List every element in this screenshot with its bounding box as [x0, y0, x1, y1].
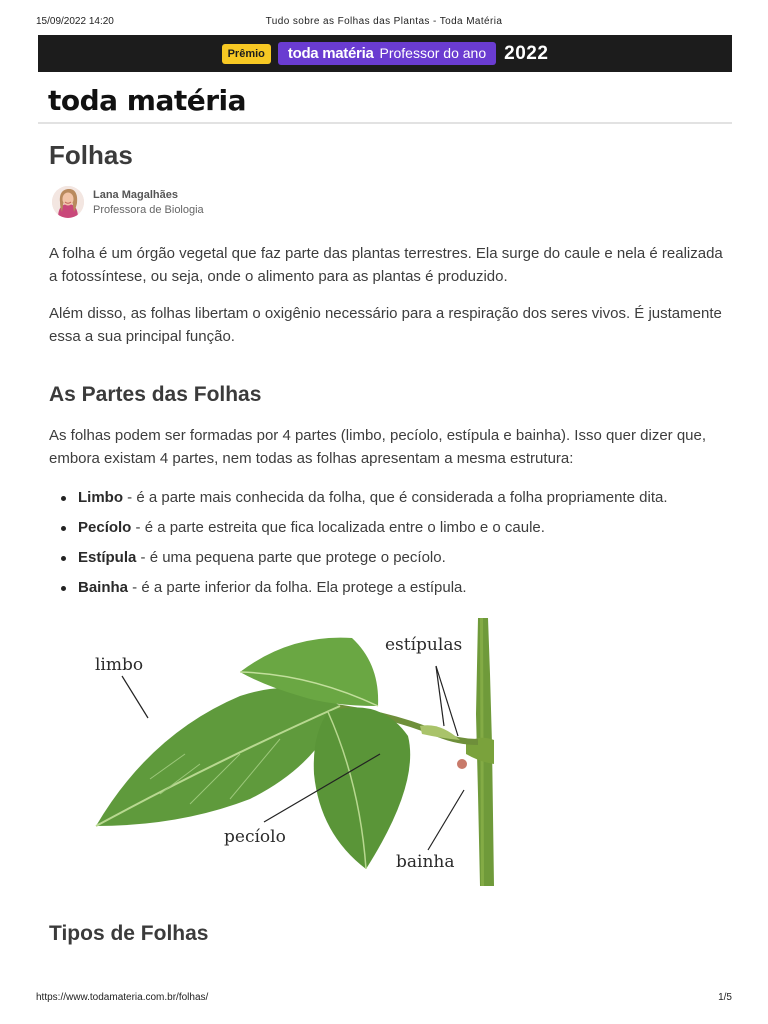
section-heading-wrap [49, 383, 725, 407]
list-item-desc: - é a parte inferior da folha. Ela protege a estípula. [128, 579, 467, 596]
label-peciolo: pecíolo [224, 827, 286, 847]
header-divider [38, 122, 732, 124]
print-header [36, 16, 732, 32]
leaf-illustration [90, 614, 510, 889]
list-item [78, 548, 725, 568]
leaf-diagram [90, 614, 510, 889]
list-item-term: Bainha [78, 579, 129, 596]
section-heading-parts: As Partes das Folhas [49, 383, 262, 406]
section2-heading-wrap [49, 922, 725, 946]
site-logo[interactable]: toda matéria [48, 84, 247, 117]
label-estipulas: estípulas [385, 635, 463, 655]
list-item-term: Limbo [78, 489, 123, 506]
print-doc-title: Tudo sobre as Folhas das Plantas - Toda Matéria [265, 16, 503, 27]
premio-badge: Prêmio [222, 44, 271, 64]
label-bainha: bainha [396, 852, 455, 872]
page-number: 1/5 [718, 992, 732, 1003]
author-role: Professora de Biologia [93, 203, 204, 216]
list-item-term: Pecíolo [78, 519, 132, 536]
intro-paragraph-1-wrap [49, 242, 725, 288]
intro-paragraph: A folha é um órgão vegetal que faz parte das plantas terrestres. Ela surge do caule e nela é realizada a fotossíntese, ou seja, onde o alimento para as plantas é produzido. [49, 245, 723, 285]
print-datetime: 15/09/2022 14:20 [36, 16, 114, 27]
list-item-desc: - é uma pequena parte que protege o pecíolo. [136, 549, 446, 566]
section-text-wrap [49, 424, 725, 470]
list-item [78, 488, 725, 508]
award-banner[interactable] [38, 35, 732, 72]
parts-list [49, 488, 725, 598]
author-name[interactable]: Lana Magalhães [93, 188, 178, 201]
section-text: As folhas podem ser formadas por 4 partes (limbo, pecíolo, estípula e bainha). Isso quer dizer que, embora existam 4 partes, nem todas as folhas apresentam a mesma estrutura: [49, 427, 707, 467]
banner-brand: toda matéria [287, 45, 374, 62]
avatar[interactable] [52, 186, 84, 218]
page-title: Folhas [49, 140, 133, 170]
list-item [78, 578, 725, 598]
list-item-desc: - é a parte mais conhecida da folha, que é considerada a folha propriamente dita. [123, 489, 668, 506]
intro-paragraph: Além disso, as folhas libertam o oxigênio necessário para a respiração dos seres vivos. É justamente essa a sua principal função. [49, 305, 722, 345]
print-footer [36, 992, 732, 1006]
intro-paragraph-2-wrap [49, 302, 725, 348]
author-block[interactable] [52, 186, 204, 218]
list-item-term: Estípula [78, 549, 137, 566]
parts-list-wrap [49, 488, 725, 608]
award-pill [278, 42, 496, 65]
label-limbo: limbo [95, 655, 144, 675]
section-heading-types: Tipos de Folhas [49, 922, 209, 945]
print-url[interactable]: https://www.todamateria.com.br/folhas/ [36, 992, 209, 1003]
list-item [78, 518, 725, 538]
list-item-desc: - é a parte estreita que fica localizada entre o limbo e o caule. [131, 519, 545, 536]
banner-year: 2022 [504, 42, 549, 64]
banner-award: Professor do ano [379, 45, 487, 61]
